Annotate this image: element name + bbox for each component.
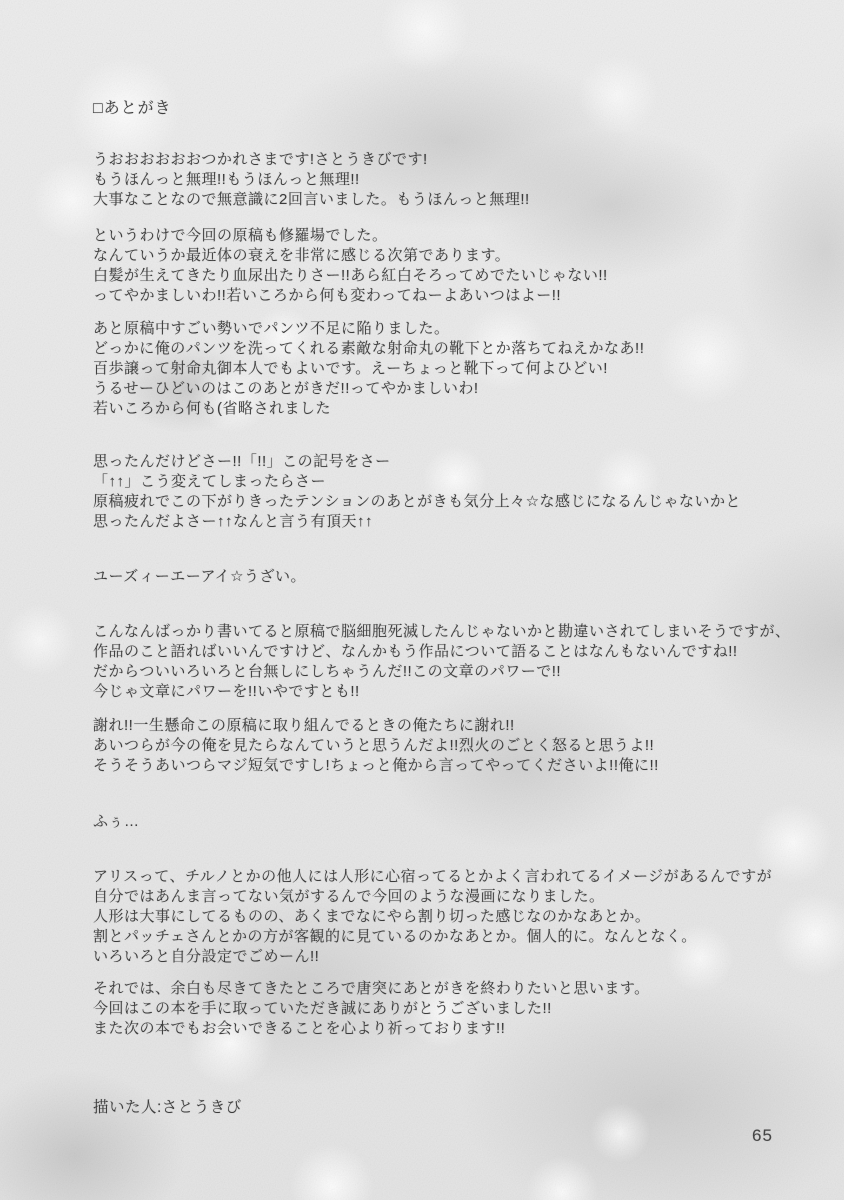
text-line: また次の本でもお会いできることを心より祈っております!! xyxy=(93,1020,506,1037)
paragraph xyxy=(93,567,306,587)
text-line: 「↑↑」こう変えてしまったらさー xyxy=(93,473,327,490)
text-line: 割とパッチェさんとかの方が客観的に見ているのかなあとか。個人的に。なんとなく。 xyxy=(93,928,697,945)
text-line: 自分ではあんま言ってない気がするんで今回のような漫画になりました。 xyxy=(93,888,605,905)
text-line: ってやかましいわ!!若いころから何も変わってねーよあいつはよー!! xyxy=(93,287,562,304)
text-line: あと原稿中すごい勢いでパンツ不足に陥りました。 xyxy=(93,320,450,337)
text-line: どっかに俺のパンツを洗ってくれる素敵な射命丸の靴下とか落ちてねえかなあ!! xyxy=(93,340,645,357)
paragraph xyxy=(93,716,659,776)
text-line: 百歩譲って射命丸御本人でもよいです。えーちょっと靴下って何よひどい! xyxy=(93,360,608,377)
text-line: 思ったんだよさー↑↑なんと言う有頂天↑↑ xyxy=(93,513,374,530)
paragraph xyxy=(93,622,791,702)
paragraph xyxy=(93,867,772,967)
text-line: それでは、余白も尽きてきたところで唐突にあとがきを終わりたいと思います。 xyxy=(93,980,650,997)
text-line: うおおおおおおつかれさまです!さとうきびです! xyxy=(93,151,428,168)
text-line: アリスって、チルノとかの他人には人形に心宿ってるとかよく言われてるイメージがあるんですが xyxy=(93,868,773,885)
text-line: 思ったんだけどさー!!「!!」この記号をさー xyxy=(93,453,391,470)
text-line: なんていうか最近体の衰えを非常に感じる次第であります。 xyxy=(93,247,511,264)
text-line: 若いころから何も(省略されました xyxy=(93,400,331,417)
text-line: いろいろと自分設定でごめーん!! xyxy=(93,948,320,965)
text-line: というわけで今回の原稿も修羅場でした。 xyxy=(93,227,388,244)
text-line: ユーズィーエーアイ☆うざい。 xyxy=(93,568,307,585)
text-line: 今回はこの本を手に取っていただき誠にありがとうございました!! xyxy=(93,1000,552,1017)
text-line: うるせーひどいのはこのあとがきだ!!ってやかましいわ! xyxy=(93,380,479,397)
text-line: 謝れ!!一生懸命この原稿に取り組んでるときの俺たちに謝れ!! xyxy=(93,717,515,734)
text-line: 大事なことなので無意識に2回言いました。もうほんっと無理!! xyxy=(93,191,530,208)
text-line: 原稿疲れでこの下がりきったテンションのあとがきも気分上々☆な感じになるんじゃないかと xyxy=(93,493,742,510)
text-line: 人形は大事にしてるものの、あくまでなにやら割り切った感じなのかなあとか。 xyxy=(93,908,651,925)
text-line: 今じゃ文章にパワーを!!いやですとも!! xyxy=(93,683,360,700)
text-line: ふぅ… xyxy=(93,813,140,830)
text-line: 白髪が生えてきたり血尿出たりさー!!あら紅白そろってめでたいじゃない!! xyxy=(93,267,608,284)
paragraph xyxy=(93,979,650,1039)
text-line: そうそうあいつらマジ短気ですし!ちょっと俺から言ってやってくださいよ!!俺に!! xyxy=(93,757,659,774)
text-line: あいつらが今の俺を見たらなんていうと思うんだよ!!烈火のごとく怒ると思うよ!! xyxy=(93,737,655,754)
text-line: こんなんばっかり書いてると原稿で脳細胞死滅したんじゃないかと勘違いされてしまいそうですが、 xyxy=(93,623,791,640)
paragraph xyxy=(93,812,140,832)
text-line: 作品のこと語ればいいんですけど、なんかもう作品について語ることはなんもないんですね!! xyxy=(93,643,738,660)
afterword-heading: □あとがき xyxy=(93,100,172,117)
text-line: もうほんっと無理!!もうほんっと無理!! xyxy=(93,171,360,188)
paragraph xyxy=(93,150,530,210)
page-number: 65 xyxy=(752,1126,773,1145)
text-line: だからついいろいろと台無しにしちゃうんだ!!この文章のパワーで!! xyxy=(93,663,562,680)
paragraph xyxy=(93,452,741,532)
paragraph xyxy=(93,226,608,306)
artist-credit-line: 描いた人:さとうきび xyxy=(93,1099,242,1116)
paragraph xyxy=(93,319,644,419)
